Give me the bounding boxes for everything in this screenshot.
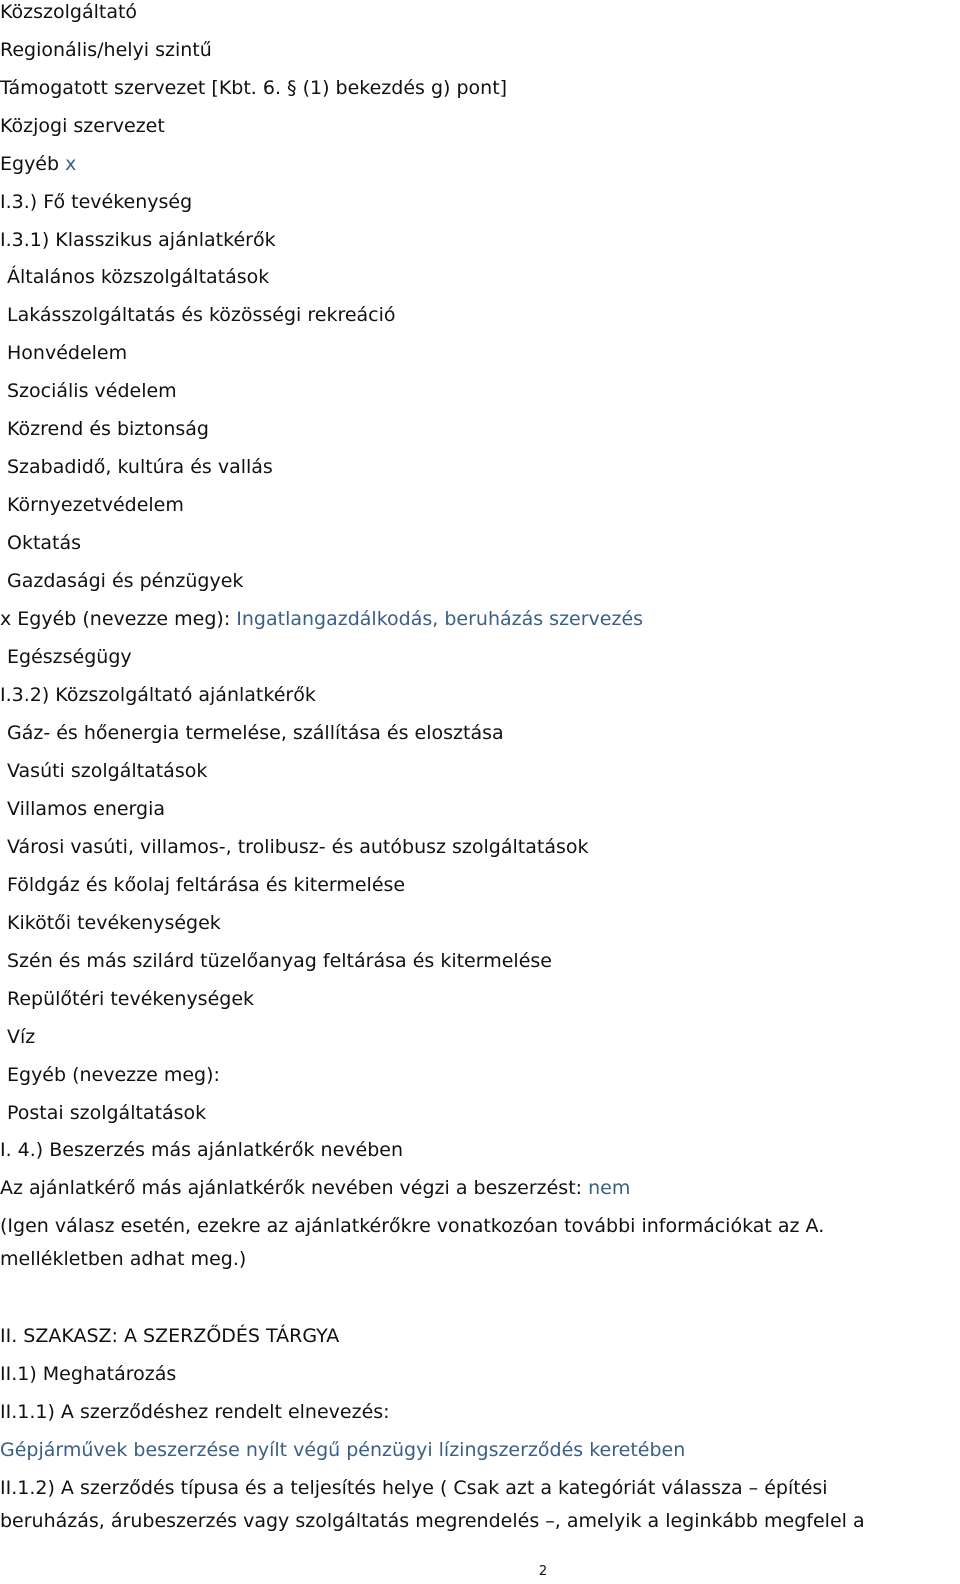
classic-item: Lakásszolgáltatás és közösségi rekreáció (7, 304, 396, 326)
section-heading-i3: I.3.) Fő tevékenység (0, 191, 193, 213)
utility-item: Kikötői tevékenységek (7, 912, 221, 934)
page-number: 2 (538, 1564, 548, 1579)
section-heading-ii12: II.1.2) A szerződés típusa és a teljesítés helye ( Csak azt a kategóriát válassza – építési (0, 1477, 828, 1499)
option-egyeb-label: Egyéb (0, 153, 60, 175)
classic-item: Honvédelem (7, 342, 128, 364)
option-tamogatott-szervezet: Támogatott szervezet [Kbt. 6. § (1) bekezdés g) pont] (0, 77, 508, 99)
utility-item: Repülőtéri tevékenységek (7, 988, 255, 1010)
checked-mark: x (65, 153, 77, 175)
utility-item: Gáz- és hőenergia termelése, szállítása és elosztása (7, 722, 504, 744)
utility-item: Egyéb (nevezze meg): (7, 1064, 220, 1086)
classic-item: Szabadidő, kultúra és vallás (7, 456, 273, 478)
classic-item: Általános közszolgáltatások (7, 266, 270, 288)
utility-item: Postai szolgáltatások (7, 1102, 207, 1124)
utility-item: Földgáz és kőolaj feltárása és kitermelése (7, 874, 406, 896)
section-heading-i31: I.3.1) Klasszikus ajánlatkérők (0, 229, 276, 251)
classic-item: Oktatás (7, 532, 82, 554)
classic-item-other (0, 607, 643, 631)
classic-item: Gazdasági és pénzügyek (7, 570, 244, 592)
classic-item: Közrend és biztonság (7, 418, 209, 440)
contract-name: Gépjárművek beszerzése nyílt végű pénzügyi lízingszerződés keretében (0, 1439, 686, 1461)
utility-item: Szén és más szilárd tüzelőanyag feltárása és kitermelése (7, 950, 552, 972)
classic-item: Szociális védelem (7, 380, 177, 402)
utility-item: Víz (7, 1026, 36, 1048)
section-heading-ii11: II.1.1) A szerződéshez rendelt elnevezés: (0, 1401, 390, 1423)
classic-item: Egészségügy (7, 646, 132, 668)
option-kozszolgaltato: Közszolgáltató (0, 1, 138, 23)
section-ii12-continuation: beruházás, árubeszerzés vagy szolgáltatás megrendelés –, amelyik a leginkább megfelel a (0, 1510, 865, 1532)
utility-item: Vasúti szolgáltatások (7, 760, 208, 782)
section-heading-i32: I.3.2) Közszolgáltató ajánlatkérők (0, 684, 316, 706)
utility-item: Városi vasúti, villamos-, trolibusz- és autóbusz szolgáltatások (7, 836, 589, 858)
section-heading-ii: II. SZAKASZ: A SZERZŐDÉS TÁRGYA (0, 1325, 340, 1347)
utility-item: Villamos energia (7, 798, 166, 820)
other-value: Ingatlangazdálkodás, beruházás szervezés (236, 608, 644, 630)
purchase-answer: nem (588, 1177, 631, 1199)
purchase-note-line: mellékletben adhat meg.) (0, 1248, 247, 1270)
option-regionalis: Regionális/helyi szintű (0, 39, 212, 61)
other-label: Egyéb (nevezze meg): (17, 608, 231, 630)
classic-item: Környezetvédelem (7, 494, 184, 516)
purchase-question-text: Az ajánlatkérő más ajánlatkérők nevében végzi a beszerzést: (0, 1177, 583, 1199)
checked-mark: x (0, 608, 12, 630)
option-egyeb (0, 152, 76, 176)
section-heading-ii1: II.1) Meghatározás (0, 1363, 177, 1385)
purchase-note-line: (Igen válasz esetén, ezekre az ajánlatkérőkre vonatkozóan további információkat az A. (0, 1215, 825, 1237)
option-kozjogi-szervezet: Közjogi szervezet (0, 115, 165, 137)
purchase-question (0, 1176, 630, 1200)
section-heading-i4: I. 4.) Beszerzés más ajánlatkérők nevében (0, 1139, 403, 1161)
